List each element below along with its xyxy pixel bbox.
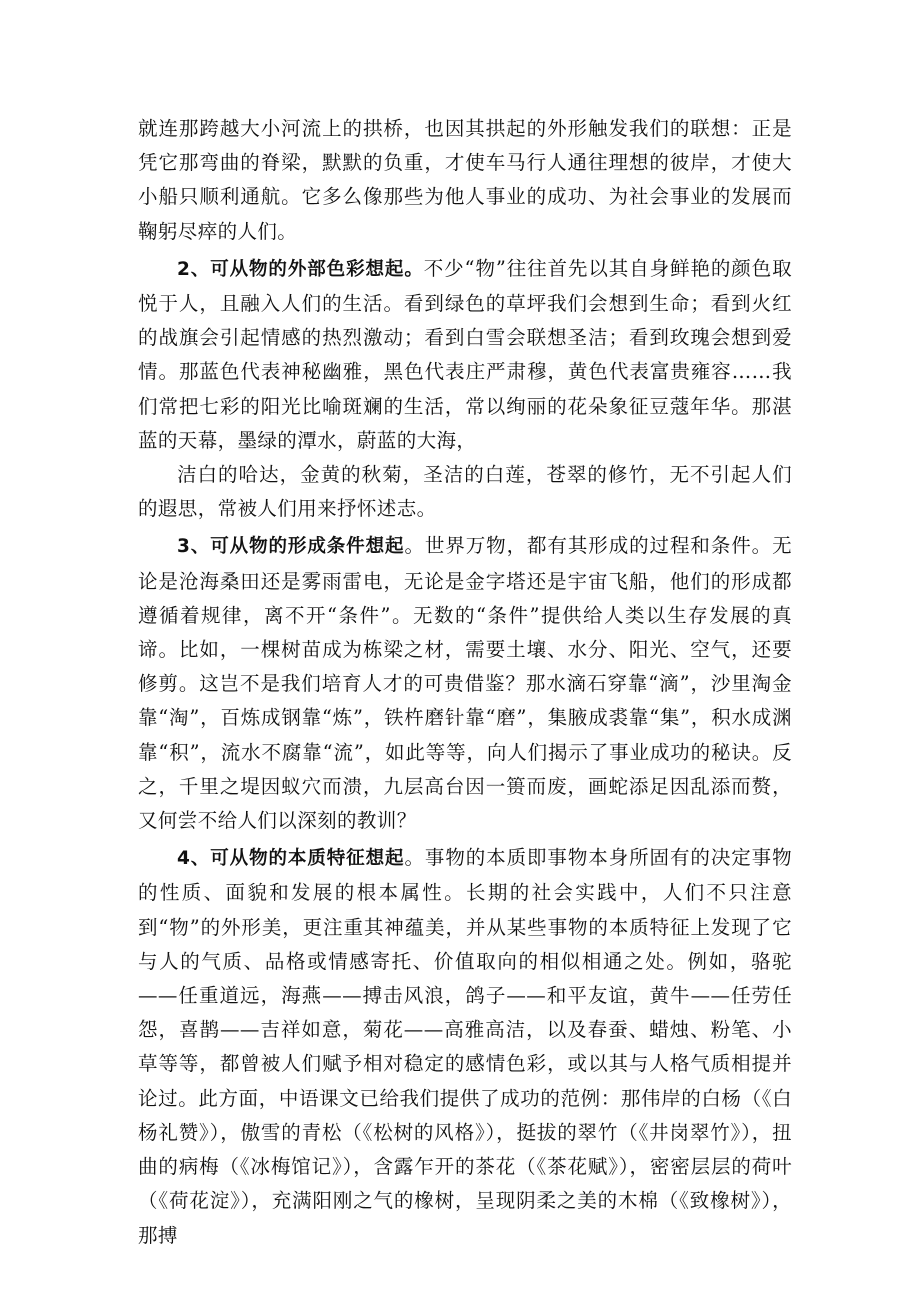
paragraph-external-color <box>138 252 792 458</box>
paragraph-text: 不少“物”往往首先以其自身鲜艳的颜色取悦于人，且融入人们的生活。看到绿色的草坪我们会想到生命；看到火红的战旗会引起情感的热烈激动；看到白雪会联想圣洁；看到玫瑰会想到爱情。那蓝色代表神秘幽雅，黑色代表庄严肃穆，黄色代表富贵雍容……我们常把七彩的阳光比喻斑斓的生活，常以绚丽的花朵象征豆蔻年华。那湛蓝的天幕，墨绿的潭水，蔚蓝的大海， <box>138 256 792 452</box>
paragraph-essential-features <box>138 841 792 1252</box>
section-heading: 3、可从物的形成条件想起 <box>177 536 405 558</box>
paragraph-color-continued <box>138 458 792 526</box>
document-page <box>138 112 792 1253</box>
paragraph-arch-bridge <box>138 112 792 249</box>
paragraph-formation-conditions <box>138 529 792 838</box>
section-heading: 4、可从物的本质特征想起 <box>177 848 405 870</box>
paragraph-text: 。世界万物，都有其形成的过程和条件。无论是沧海桑田还是雾雨雷电，无论是金字塔还是宇宙飞船，他们的形成都遵循着规律，离不开“条件”。无数的“条件”提供给人类以生存发展的真谛。比如，一棵树苗成为栋梁之材，需要土壤、水分、阳光、空气，还要修剪。这岂不是我们培育人才的可贵借鉴？那水滴石穿靠“滴”，沙里淘金靠“淘”，百炼成钢靠“炼”，铁杵磨针靠“磨”，集腋成裘靠“集”，积水成渊靠“积”，流水不腐靠“流”，如此等等，向人们揭示了事业成功的秘诀。反之，千里之堤因蚁穴而溃，九层高台因一篑而废，画蛇添足因乱添而赘，又何尝不给人们以深刻的教训？ <box>138 534 792 833</box>
section-heading: 2、可从物的外部色彩想起。 <box>177 258 424 280</box>
paragraph-text: 。事物的本质即事物本身所固有的决定事物的性质、面貌和发展的根本属性。长期的社会实践中，人们不只注意到“物”的外形美，更注重其神蕴美，并从某些事物的本质特征上发现了它与人的气质、品格或情感寄托、价值取向的相似相通之处。例如，骆驼——任重道远，海燕——搏击风浪，鸽子——和平友谊，黄牛——任劳任怨，喜鹊——吉祥如意，菊花——高雅高洁，以及春蚕、蜡烛、粉笔、小草等等，都曾被人们赋予相对稳定的感情色彩，或以其与人格气质相提并论过。此方面，中语课文已给我们提供了成功的范例：那伟岸的白杨（《白杨礼赞》），傲雪的青松（《松树的风格》），挺拔的翠竹（《井岗翠竹》），扭曲的病梅（《冰梅馆记》），含露乍开的茶花（《茶花赋》），密密层层的荷叶（《荷花淀》），充满阳刚之气的橡树，呈现阴柔之美的木棉（《致橡树》），那搏 <box>138 846 792 1247</box>
paragraph-text: 就连那跨越大小河流上的拱桥，也因其拱起的外形触发我们的联想：正是凭它那弯曲的脊梁，默默的负重，才使车马行人通往理想的彼岸，才使大小船只顺利通航。它多么像那些为他人事业的成功、为社会事业的发展而鞠躬尽瘁的人们。 <box>138 117 792 243</box>
paragraph-text: 洁白的哈达，金黄的秋菊，圣洁的白莲，苍翠的修竹，无不引起人们的遐思，常被人们用来抒怀述志。 <box>138 463 792 521</box>
